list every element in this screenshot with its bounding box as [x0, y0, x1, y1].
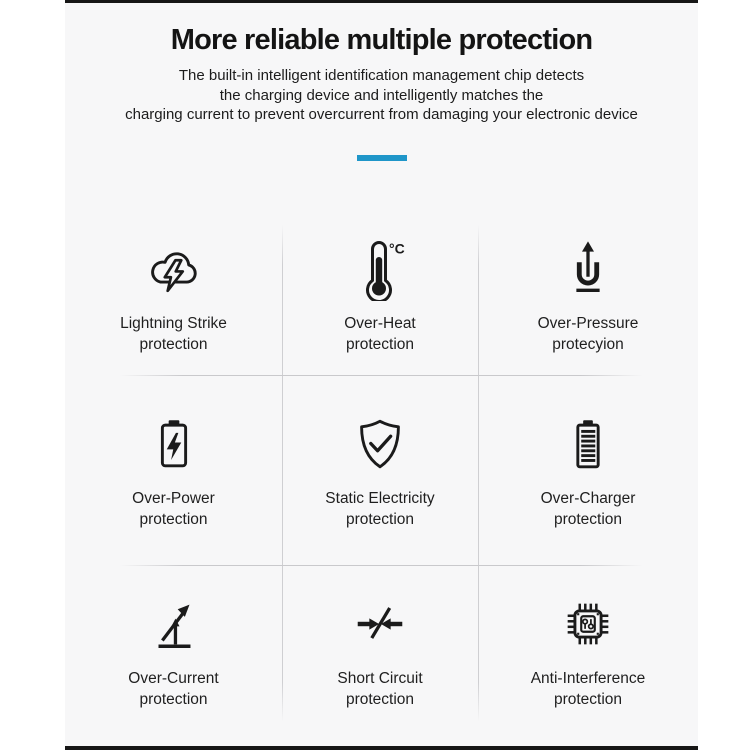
cell-label: Short Circuit protection [337, 669, 423, 708]
protection-cell-overpressure [478, 215, 698, 375]
grid-divider-horizontal [120, 565, 643, 566]
current-rise-icon [143, 591, 205, 657]
cell-label: Static Electricity protection [325, 489, 435, 528]
accent-divider [357, 155, 407, 161]
protection-cell-overcharger [478, 375, 698, 565]
cell-label: Anti-Interference protection [530, 669, 646, 708]
subtitle-line: The built-in intelligent identification management chip detects [178, 67, 585, 84]
cell-label: Over-Heat protection [344, 314, 416, 353]
protection-grid [65, 215, 698, 735]
thermometer-icon [348, 236, 412, 302]
chip-icon [557, 591, 619, 657]
protection-cell-lightning [65, 215, 282, 375]
battery-full-icon [557, 411, 619, 477]
cell-label: Over-Power protection [132, 489, 215, 528]
protection-cell-overheat [282, 215, 478, 375]
cell-label: Over-Current protection [128, 669, 219, 708]
bottom-edge-bar [65, 746, 698, 750]
top-edge-bar [65, 0, 698, 3]
subtitle [65, 66, 698, 125]
content-panel [65, 0, 698, 750]
protection-cell-overpower [65, 375, 282, 565]
pressure-up-icon [557, 236, 619, 302]
lightning-cloud-icon [143, 236, 205, 302]
shield-check-icon [349, 411, 411, 477]
cell-label: Over-Charger protection [540, 489, 636, 528]
grid-divider-vertical [282, 225, 283, 722]
header [65, 0, 698, 161]
grid-divider-vertical [478, 225, 479, 722]
subtitle-line: the charging device and intelligently matches the [219, 86, 544, 104]
protection-cell-static [282, 375, 478, 565]
cell-label: Over-Pressure protecyion [537, 314, 639, 353]
battery-bolt-icon [143, 411, 205, 477]
svg-text:°C: °C [389, 240, 405, 256]
protection-cell-antiinterference [478, 565, 698, 735]
protection-cell-overcurrent [65, 565, 282, 735]
subtitle-line: charging current to prevent overcurrent from damaging your electronic device [125, 106, 638, 123]
cell-label: Lightning Strike protection [120, 314, 227, 353]
page-title: More reliable multiple protection [170, 24, 593, 56]
short-circuit-icon [349, 591, 411, 657]
grid-divider-horizontal [120, 375, 643, 376]
protection-cell-shortcircuit [282, 565, 478, 735]
